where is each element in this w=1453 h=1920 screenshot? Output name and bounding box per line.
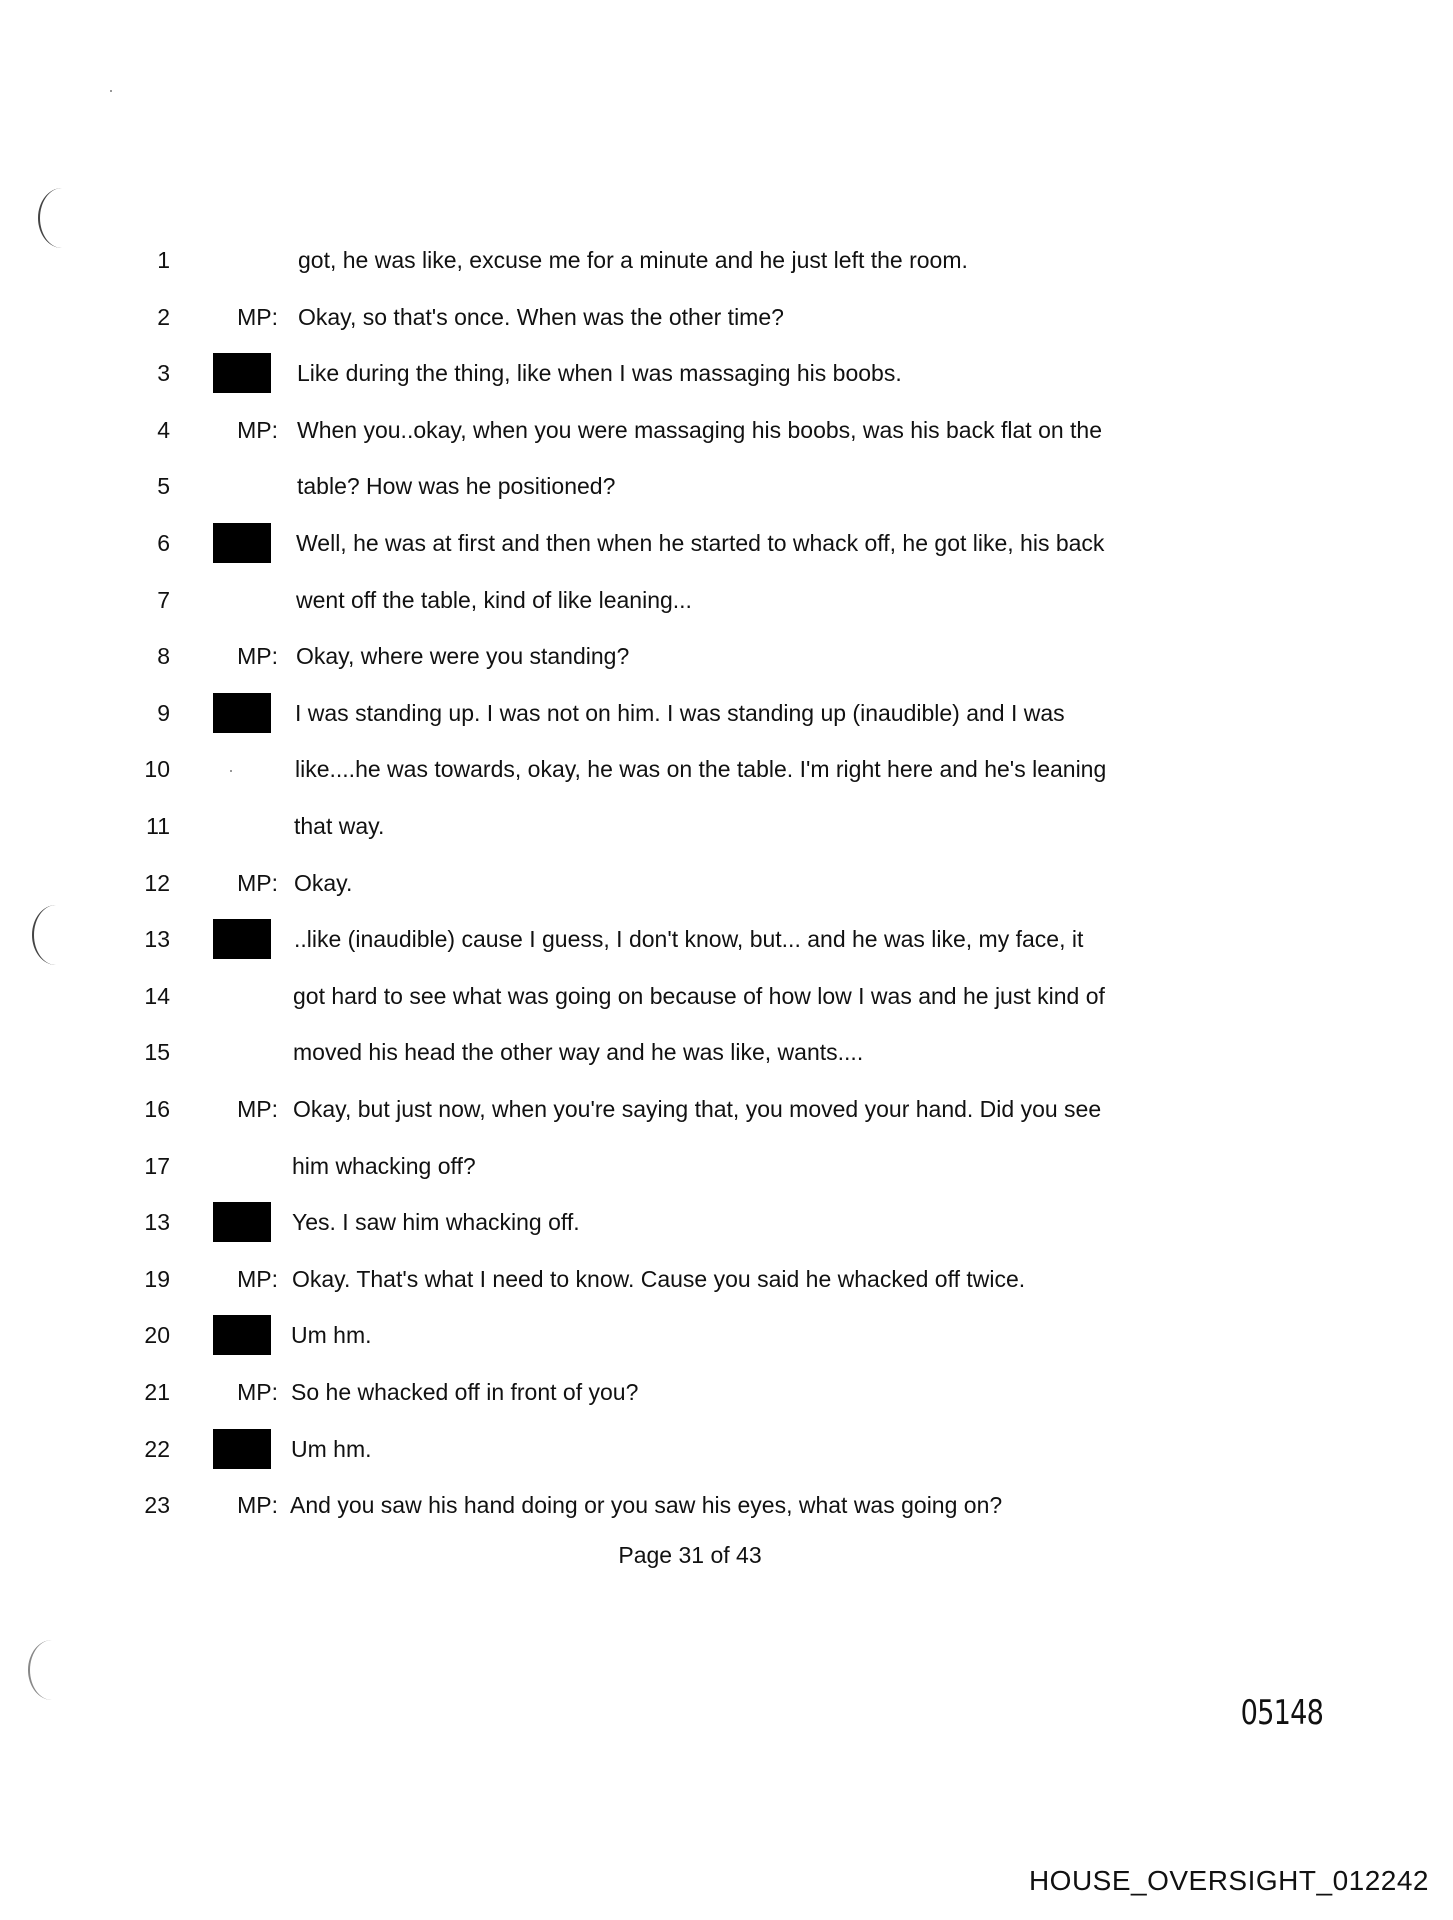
line-number: 12 — [144, 869, 170, 896]
speaker-label: MP: — [237, 869, 278, 896]
transcript-line — [0, 636, 1453, 676]
redaction-box — [213, 693, 271, 733]
line-text: So he whacked off in front of you? — [291, 1379, 639, 1405]
line-number: 9 — [157, 699, 170, 726]
line-number: 22 — [144, 1435, 170, 1462]
line-text: him whacking off? — [292, 1152, 476, 1179]
transcript-line — [0, 1146, 1453, 1186]
transcript-line — [0, 1372, 1453, 1412]
transcript-line — [0, 863, 1453, 903]
transcript-line — [0, 466, 1453, 506]
line-number: 3 — [157, 360, 170, 387]
transcript-line — [0, 1429, 1453, 1469]
page-number: Page 31 of 43 — [618, 1542, 762, 1568]
transcript-line — [0, 749, 1453, 789]
line-number: 20 — [144, 1322, 170, 1349]
transcript-line — [0, 693, 1453, 733]
line-number: 1 — [157, 247, 170, 273]
redaction-box — [213, 1429, 271, 1469]
line-number: 7 — [157, 586, 170, 613]
line-number: 16 — [144, 1096, 170, 1122]
line-text: Okay, so that's once. When was the other time? — [298, 303, 784, 330]
line-number: 2 — [157, 303, 170, 330]
transcript-line — [0, 523, 1453, 563]
line-number: 21 — [144, 1379, 170, 1405]
transcript-line — [0, 1485, 1453, 1525]
line-number: 4 — [157, 416, 170, 443]
line-text: ..like (inaudible) cause I guess, I don't know, but... and he was like, my face, it — [294, 926, 1084, 953]
transcript-line — [0, 353, 1453, 393]
redaction-box — [213, 523, 271, 563]
transcript-line — [0, 1202, 1453, 1242]
speaker-label: MP: — [237, 1265, 278, 1292]
line-text: got hard to see what was going on because of how low I was and he just kind of — [293, 982, 1105, 1009]
line-number: 17 — [144, 1152, 170, 1179]
transcript-line — [0, 297, 1453, 337]
redaction-box — [213, 353, 271, 393]
line-number: 10 — [144, 756, 170, 783]
line-text: Um hm. — [291, 1322, 372, 1349]
redaction-box — [213, 1202, 271, 1242]
line-number: 8 — [157, 643, 170, 670]
line-text: table? How was he positioned? — [297, 473, 616, 500]
line-number: 6 — [157, 530, 170, 556]
line-text: When you..okay, when you were massaging his boobs, was his back flat on the — [297, 416, 1103, 443]
scan-speck — [110, 90, 112, 92]
transcript-line — [0, 1032, 1453, 1072]
line-number: 13 — [144, 926, 170, 953]
line-text: Okay, where were you standing? — [296, 643, 630, 670]
transcript-line — [0, 410, 1453, 450]
line-number: 19 — [144, 1265, 170, 1292]
redaction-box — [213, 1315, 271, 1355]
line-text: Well, he was at first and then when he started to whack off, he got like, his back — [296, 530, 1105, 556]
line-text: like....he was towards, okay, he was on the table. I'm right here and he's leaning — [295, 756, 1107, 783]
speaker-label: MP: — [237, 1379, 278, 1405]
line-text: that way. — [294, 813, 385, 839]
transcript-line — [0, 580, 1453, 620]
bates-stamp: 05148 — [1240, 1693, 1323, 1733]
punch-hole-mark — [28, 1640, 76, 1700]
transcript-line — [0, 919, 1453, 959]
transcript-line — [0, 240, 1453, 280]
line-text: Okay, but just now, when you're saying that, you moved your hand. Did you see — [293, 1096, 1102, 1122]
redaction-box — [213, 919, 271, 959]
transcript-line — [0, 1315, 1453, 1355]
line-text: Okay. That's what I need to know. Cause you said he whacked off twice. — [292, 1265, 1026, 1292]
line-text: Yes. I saw him whacking off. — [292, 1209, 580, 1236]
speaker-label: MP: — [237, 416, 278, 443]
line-text: Like during the thing, like when I was massaging his boobs. — [297, 360, 902, 387]
line-text: got, he was like, excuse me for a minute and he just left the room. — [298, 247, 968, 273]
transcript-line — [0, 976, 1453, 1016]
punch-hole-mark — [38, 188, 86, 248]
speaker-label: MP: — [237, 1492, 278, 1519]
line-number: 13 — [144, 1209, 170, 1236]
speaker-label: MP: — [237, 643, 278, 670]
speaker-label: MP: — [237, 303, 278, 330]
transcript-line — [0, 806, 1453, 846]
transcript-line — [0, 1259, 1453, 1299]
line-number: 23 — [144, 1492, 170, 1519]
line-text: moved his head the other way and he was like, wants.... — [293, 1039, 864, 1066]
line-text: And you saw his hand doing or you saw his eyes, what was going on? — [290, 1492, 1003, 1519]
line-text: I was standing up. I was not on him. I was standing up (inaudible) and I was — [295, 699, 1065, 726]
line-number: 5 — [157, 473, 170, 500]
line-number: 14 — [144, 982, 170, 1009]
speaker-label: MP: — [237, 1096, 278, 1122]
line-number: 11 — [146, 813, 170, 839]
line-number: 15 — [144, 1039, 170, 1066]
line-text: Okay. — [294, 869, 353, 896]
line-text: went off the table, kind of like leaning... — [296, 586, 692, 613]
document-id: HOUSE_OVERSIGHT_012242 — [1028, 1865, 1429, 1896]
transcript-line — [0, 1089, 1453, 1129]
line-text: Um hm. — [291, 1435, 372, 1462]
